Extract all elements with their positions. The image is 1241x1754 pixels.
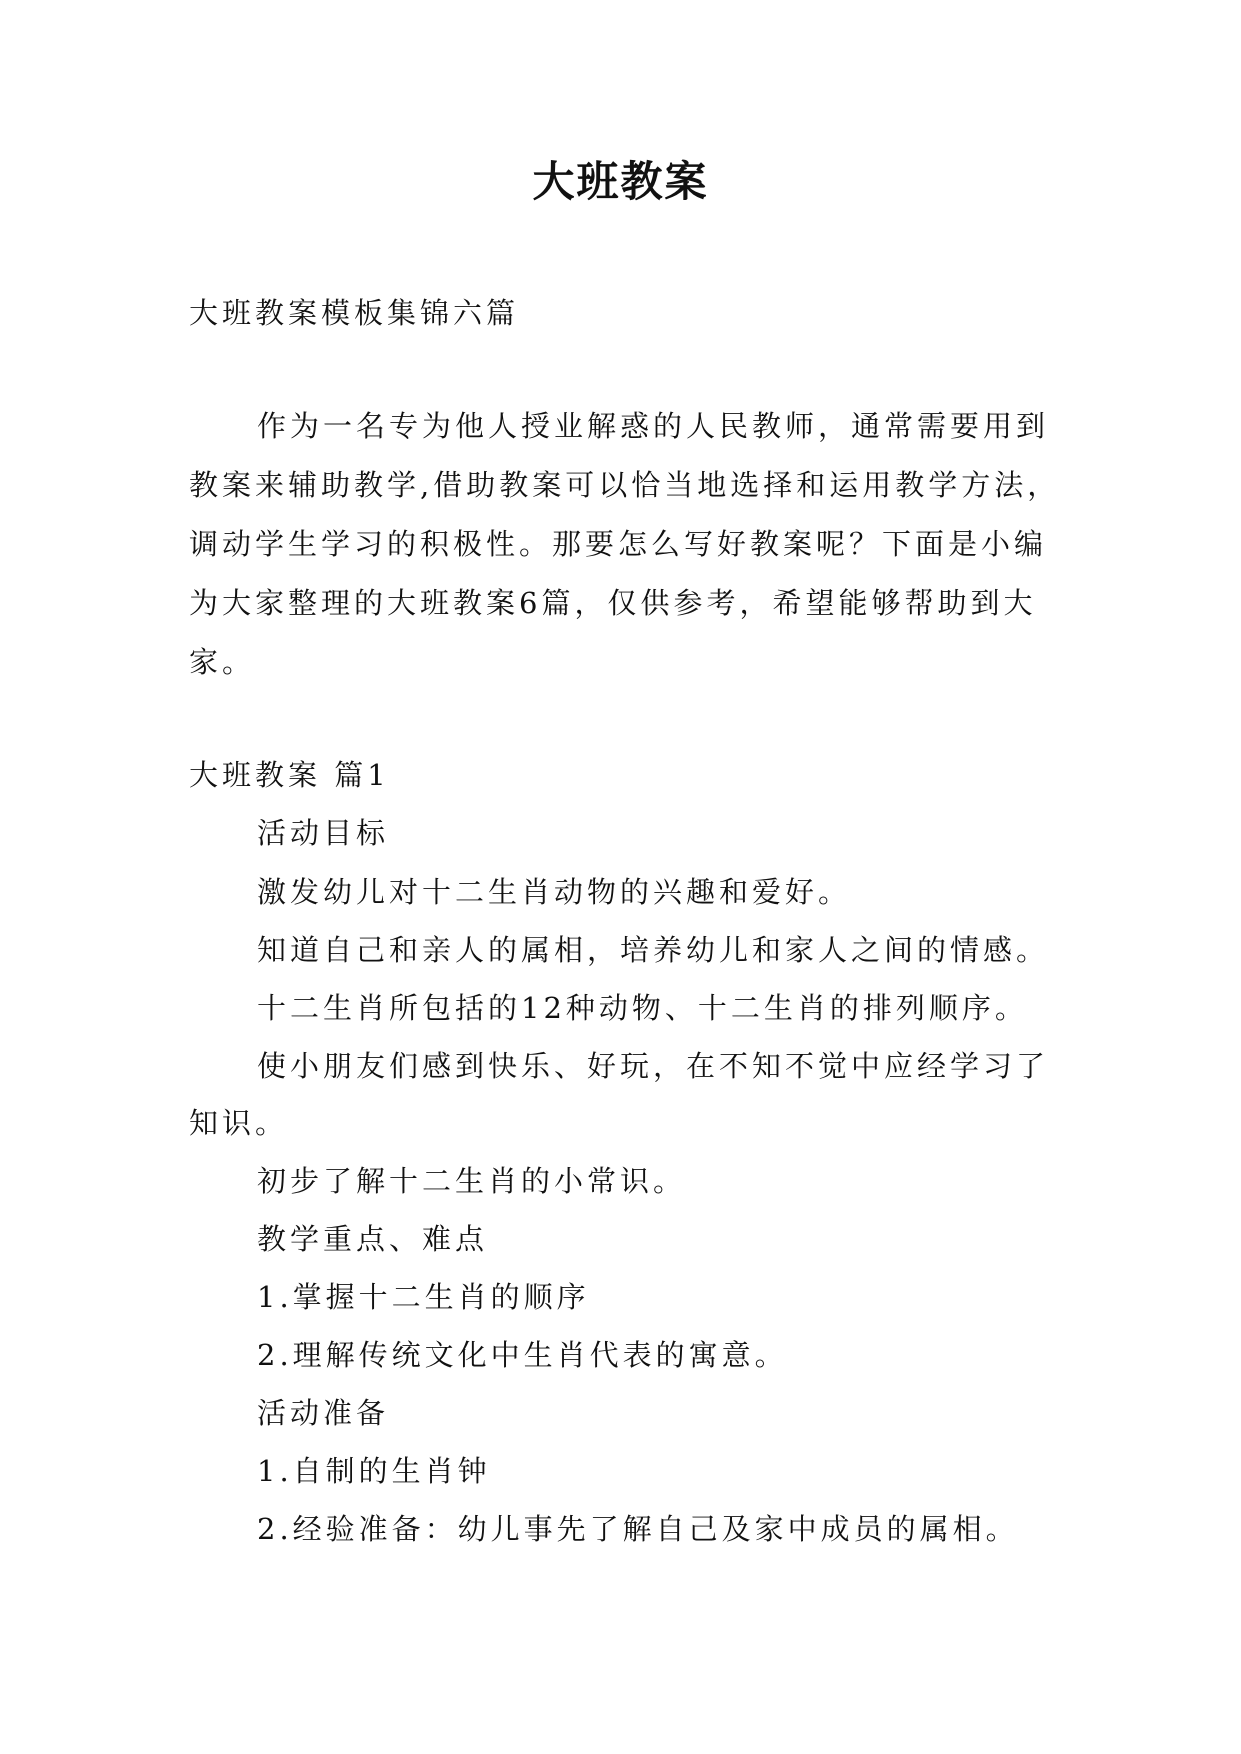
body-line-3: 知道自己和亲人的属相，培养幼儿和家人之间的情感。	[257, 933, 1050, 967]
intro-line-3: 调动学生学习的积极性。那要怎么写好教案呢？下面是小编	[189, 527, 1048, 561]
body-line-4: 十二生肖所包括的12种动物、十二生肖的排列顺序。	[257, 991, 1028, 1025]
body-line-11: 活动准备	[257, 1396, 390, 1430]
body-line-13: 2.经验准备：幼儿事先了解自己及家中成员的属相。	[257, 1512, 1019, 1546]
body-line-10: 2.理解传统文化中生肖代表的寓意。	[257, 1338, 788, 1372]
intro-line-2: 教案来辅助教学,借助教案可以恰当地选择和运用教学方法，	[189, 468, 1061, 502]
body-line-2: 激发幼儿对十二生肖动物的兴趣和爱好。	[257, 875, 852, 909]
document-title: 大班教案	[532, 157, 709, 206]
body-line-1: 活动目标	[257, 816, 390, 850]
intro-line-5: 家。	[189, 645, 256, 679]
intro-line-4: 为大家整理的大班教案6篇，仅供参考，希望能够帮助到大	[189, 586, 1037, 620]
body-line-6: 知识。	[189, 1106, 289, 1140]
body-line-7: 初步了解十二生肖的小常识。	[257, 1164, 687, 1198]
body-line-9: 1.掌握十二生肖的顺序	[257, 1280, 590, 1314]
document-subtitle: 大班教案模板集锦六篇	[189, 296, 520, 330]
body-line-12: 1.自制的生肖钟	[257, 1454, 491, 1488]
body-line-5: 使小朋友们感到快乐、好玩，在不知不觉中应经学习了	[257, 1049, 1050, 1083]
intro-line-1: 作为一名专为他人授业解惑的人民教师，通常需要用到	[257, 409, 1050, 443]
section-heading: 大班教案 篇1	[189, 758, 390, 792]
body-line-8: 教学重点、难点	[257, 1222, 489, 1256]
